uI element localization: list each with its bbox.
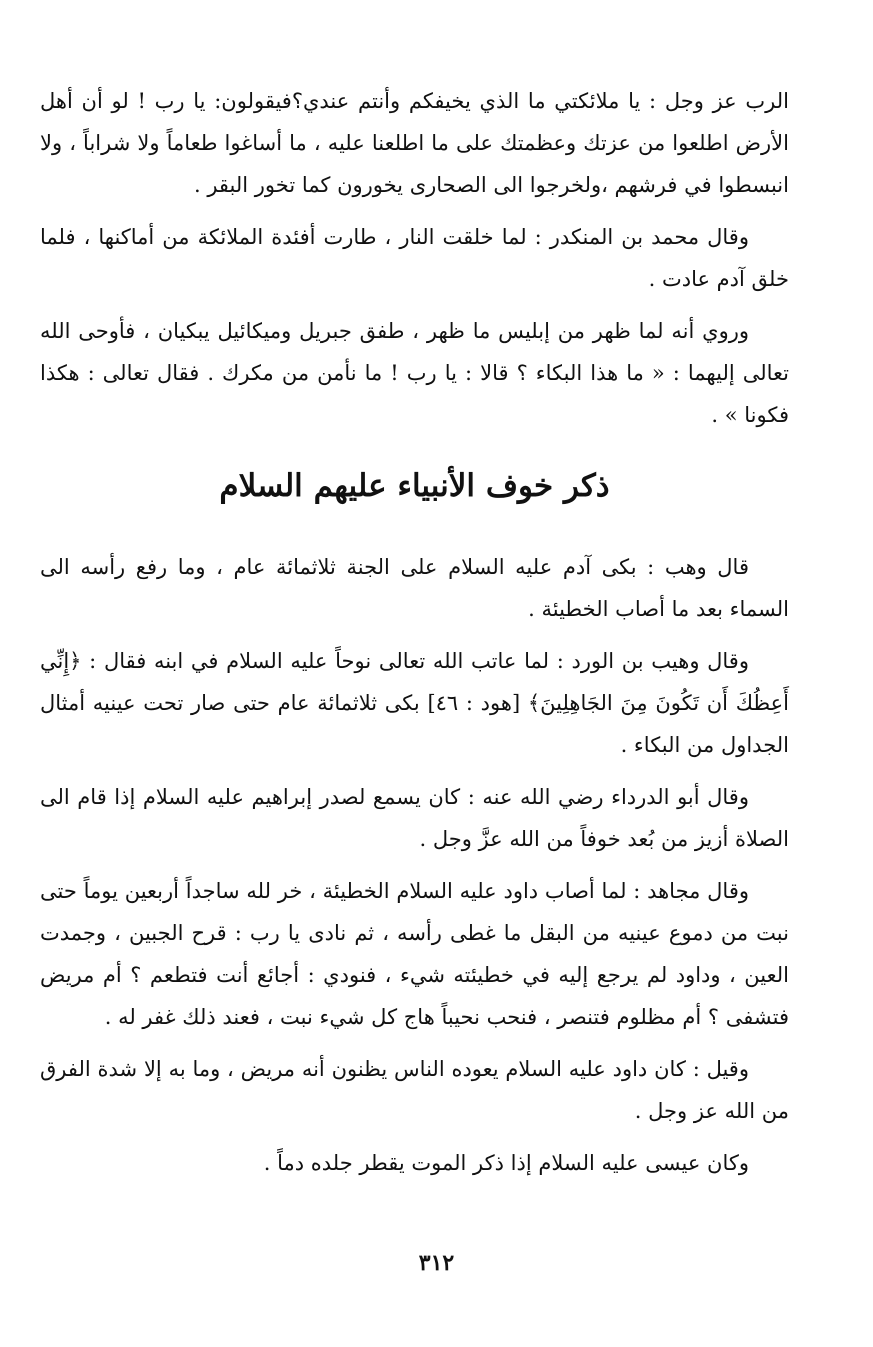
paragraph-isa: وكان عيسى عليه السلام إذا ذكر الموت يقطر جلده دماً . — [263, 1151, 749, 1175]
paragraph-mujahid: وقال مجاهد : لما أصاب داود عليه السلام الخطيئة ، خر لله ساجداً أربعين يوماً حتى نبت من دموع عينيه من البقل ما غطى رأسه ، ثم نادى يا رب : قرح الجبين ، وجمدت العين ، وداود لم يرجع إليه في خطيئته شيء ، فنودي : أجائع أنت فتطعم ؟ أم مريض فتشفى ؟ أم مظلوم فتنصر ، فنحب نحيباً هاج كل شيء نبت ، فعند ذلك غفر له . — [40, 879, 789, 1029]
paragraph-continuation: الرب عز وجل : يا ملائكتي ما الذي يخيفكم وأنتم عندي؟فيقولون: يا رب ! لو أن أهل الأرض اطلعوا من عزتك وعظمتك على ما اطلعنا عليه ، ما أساغوا طعاماً ولا شراباً ، ولا انبسطوا في فرشهم ،ولخرجوا الى الصحارى يخورون كما تخور البقر . — [40, 89, 789, 197]
page-text-block — [40, 80, 789, 1194]
paragraph-wuhayb: وقال وهيب بن الورد : لما عاتب الله تعالى نوحاً عليه السلام في ابنه فقال : ﴿إِنِّي أَعِظُكَ أَن تَكُونَ مِنَ الجَاهِلِينَ﴾ [هود : ٤٦] بكى ثلاثمائة عام حتى صار تحت عينيه أمثال الجداول من البكاء . — [40, 649, 789, 757]
top-paragraph-group — [40, 80, 789, 436]
section-title: ذكر خوف الأنبياء عليهم السلام — [219, 468, 610, 504]
paragraph-dawud: وقيل : كان داود عليه السلام يعوده الناس يظنون أنه مريض ، وما به إلا شدة الفرق من الله عز وجل . — [40, 1057, 789, 1123]
paragraph-ibn-munkadir: وقال محمد بن المنكدر : لما خلقت النار ، طارت أفئدة الملائكة من أماكنها ، فلما خلق آدم عادت . — [40, 225, 789, 291]
paragraph-iblis: وروي أنه لما ظهر من إبليس ما ظهر ، طفق جبريل وميكائيل يبكيان ، فأوحى الله تعالى إليهما : « ما هذا البكاء ؟ قالا : يا رب ! ما نأمن من مكرك . فقال تعالى : هكذا فكونا » . — [40, 319, 789, 427]
paragraph-wahb: قال وهب : بكى آدم عليه السلام على الجنة ثلاثمائة عام ، وما رفع رأسه الى السماء بعد ما أصاب الخطيئة . — [40, 555, 789, 621]
bottom-paragraph-group — [40, 546, 789, 1184]
paragraph-abu-darda: وقال أبو الدرداء رضي الله عنه : كان يسمع لصدر إبراهيم عليه السلام إذا قام الى الصلاة أزيز من بُعد خوفاً من الله عزَّ وجل . — [40, 785, 789, 851]
page-number: ٣١٢ — [418, 1250, 455, 1276]
